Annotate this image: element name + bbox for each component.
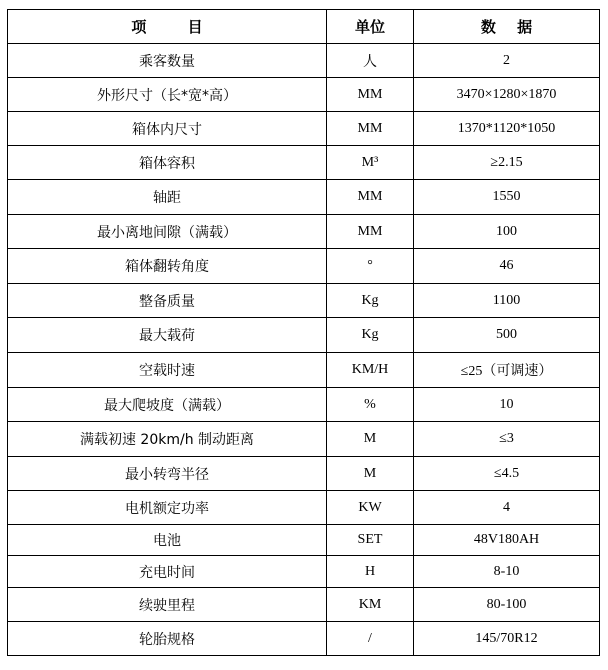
val-cell: 500 xyxy=(414,318,600,353)
item-cell: 满载初速 20km/h 制动距离 xyxy=(8,422,327,457)
val-cell: 3470×1280×1870 xyxy=(414,78,600,112)
table-row xyxy=(8,588,600,622)
val-cell: 145/70R12 xyxy=(414,622,600,656)
item-cell: 轮胎规格 xyxy=(8,622,327,656)
header-item-label: 项 目 xyxy=(131,18,221,36)
val-cell: 46 xyxy=(414,249,600,284)
item-cell: 整备质量 xyxy=(8,284,327,318)
val-cell: 48V180AH xyxy=(414,525,600,556)
table-row xyxy=(8,457,600,491)
table-row xyxy=(8,622,600,656)
unit-cell: H xyxy=(327,556,414,588)
unit-cell: Kg xyxy=(327,284,414,318)
spec-table xyxy=(7,9,600,656)
unit-cell: 人 xyxy=(327,44,414,78)
item-cell: 电池 xyxy=(8,525,327,556)
val-cell: ≤3 xyxy=(414,422,600,457)
unit-cell: SET xyxy=(327,525,414,556)
val-cell: 1100 xyxy=(414,284,600,318)
item-cell: 最小离地间隙（满载） xyxy=(8,215,327,249)
unit-cell: KM/H xyxy=(327,353,414,388)
item-cell: 箱体内尺寸 xyxy=(8,112,327,146)
table-row xyxy=(8,318,600,353)
item-cell: 最大爬坡度（满载） xyxy=(8,388,327,422)
table-row xyxy=(8,556,600,588)
table-row xyxy=(8,112,600,146)
item-cell: 电机额定功率 xyxy=(8,491,327,525)
item-cell: 箱体容积 xyxy=(8,146,327,180)
table-row xyxy=(8,388,600,422)
item-cell: 空载时速 xyxy=(8,353,327,388)
item-cell: 箱体翻转角度 xyxy=(8,249,327,284)
val-cell: 80-100 xyxy=(414,588,600,622)
table-row xyxy=(8,180,600,215)
table-row xyxy=(8,78,600,112)
table-row xyxy=(8,284,600,318)
val-cell: 1550 xyxy=(414,180,600,215)
header-item xyxy=(8,10,327,44)
val-cell: 4 xyxy=(414,491,600,525)
table-row xyxy=(8,215,600,249)
val-cell: 2 xyxy=(414,44,600,78)
val-cell: 1370*1120*1050 xyxy=(414,112,600,146)
unit-cell: MM xyxy=(327,180,414,215)
item-cell: 轴距 xyxy=(8,180,327,215)
table-row xyxy=(8,491,600,525)
unit-cell: KW xyxy=(327,491,414,525)
spec-body xyxy=(8,44,600,656)
unit-cell: / xyxy=(327,622,414,656)
unit-cell: ° xyxy=(327,249,414,284)
unit-cell: M xyxy=(327,422,414,457)
unit-cell: % xyxy=(327,388,414,422)
table-row xyxy=(8,249,600,284)
item-cell: 外形尺寸（长*宽*高） xyxy=(8,78,327,112)
table-row xyxy=(8,44,600,78)
item-cell: 续驶里程 xyxy=(8,588,327,622)
item-cell: 最小转弯半径 xyxy=(8,457,327,491)
unit-cell: MM xyxy=(327,215,414,249)
unit-cell: M³ xyxy=(327,146,414,180)
val-cell: 100 xyxy=(414,215,600,249)
item-cell: 最大载荷 xyxy=(8,318,327,353)
unit-cell: KM xyxy=(327,588,414,622)
table-row xyxy=(8,422,600,457)
val-cell: 8-10 xyxy=(414,556,600,588)
item-cell: 乘客数量 xyxy=(8,44,327,78)
unit-cell: M xyxy=(327,457,414,491)
unit-cell: MM xyxy=(327,112,414,146)
header-row xyxy=(8,10,600,44)
header-unit-label: 单位 xyxy=(354,18,385,36)
item-cell: 充电时间 xyxy=(8,556,327,588)
table-row xyxy=(8,146,600,180)
header-value xyxy=(414,10,600,44)
unit-cell: MM xyxy=(327,78,414,112)
val-cell: ≤25（可调速） xyxy=(414,353,600,388)
val-cell: ≥2.15 xyxy=(414,146,600,180)
val-cell: ≤4.5 xyxy=(414,457,600,491)
val-cell: 10 xyxy=(414,388,600,422)
header-value-label: 数 据 xyxy=(480,18,541,36)
table-row xyxy=(8,525,600,556)
unit-cell: Kg xyxy=(327,318,414,353)
header-unit xyxy=(327,10,414,44)
table-row xyxy=(8,353,600,388)
